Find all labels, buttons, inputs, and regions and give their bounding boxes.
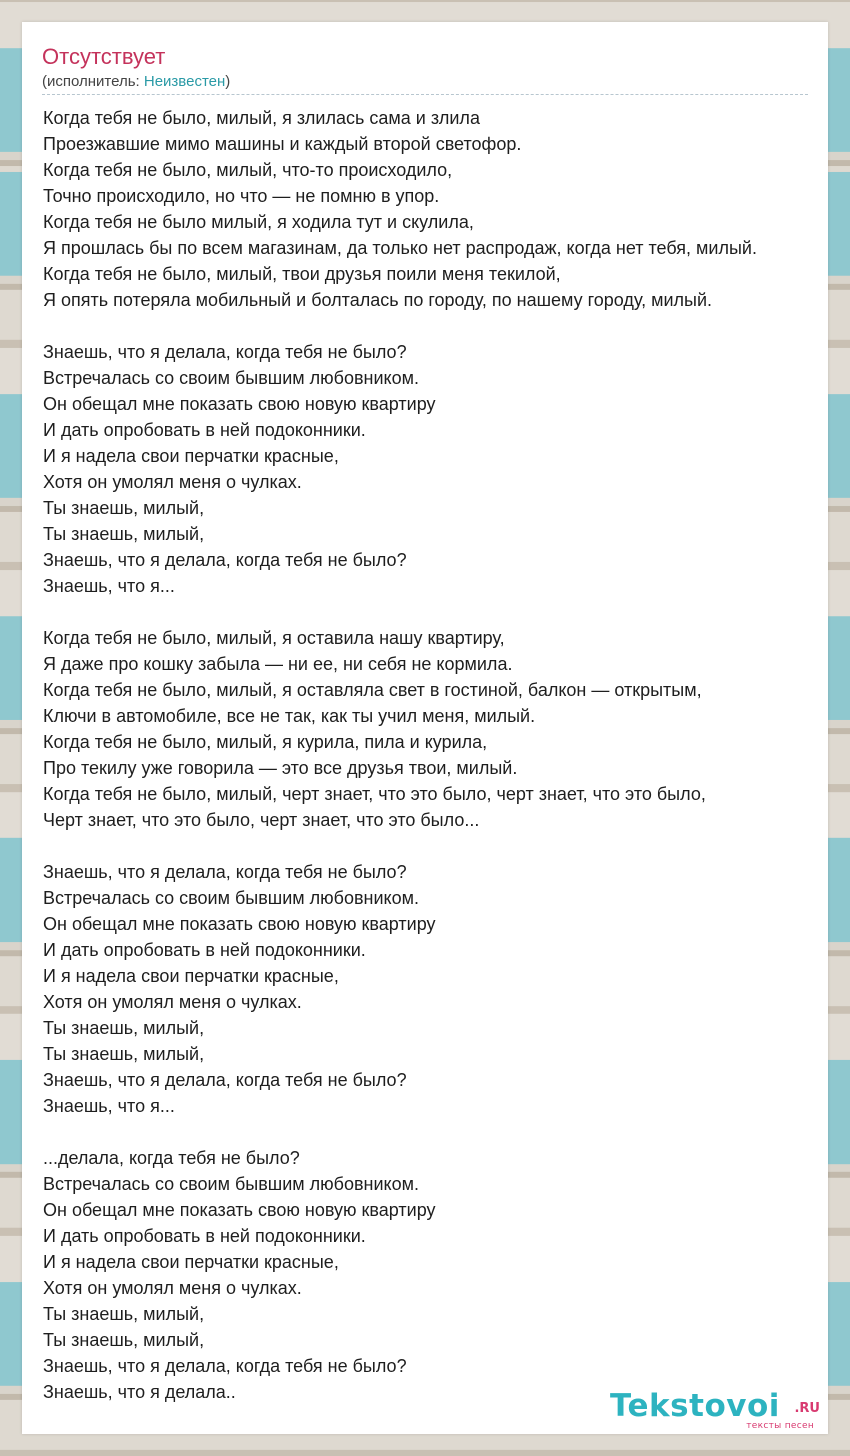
lyrics-line: Проезжавшие мимо машины и каждый второй светофор.: [43, 134, 522, 154]
lyrics-line: И я надела свои перчатки красные,: [43, 966, 339, 986]
lyrics-line: Когда тебя не было милый, я ходила тут и скулила,: [43, 212, 474, 232]
lyrics-line: Ты знаешь, милый,: [43, 498, 205, 518]
lyrics-line: Когда тебя не было, милый, я оставляла свет в гостиной, балкон — открытым,: [43, 680, 702, 700]
lyrics-line: Про текилу уже говорила — это все друзья твои, милый.: [43, 758, 518, 778]
lyrics-line: Он обещал мне показать свою новую квартиру: [43, 394, 436, 414]
logo-wordmark: Tekstovoi: [610, 1388, 780, 1424]
lyrics-line: Он обещал мне показать свою новую квартиру: [43, 1200, 436, 1220]
lyrics-line: Когда тебя не было, милый, я злилась сама и злила: [43, 108, 480, 128]
lyrics-line: Когда тебя не было, милый, я оставила нашу квартиру,: [43, 628, 505, 648]
lyrics-line: И я надела свои перчатки красные,: [43, 446, 339, 466]
lyrics-line: И дать опробовать в ней подоконники.: [43, 1226, 366, 1246]
lyrics-line: И дать опробовать в ней подоконники.: [43, 420, 366, 440]
title-divider: [42, 94, 808, 95]
lyrics-line: Хотя он умолял меня о чулках.: [43, 992, 302, 1012]
artist-link[interactable]: Неизвестен: [143, 73, 226, 90]
lyrics-stanza: [43, 1145, 849, 1405]
lyrics-line: Знаешь, что я делала..: [43, 1382, 236, 1402]
lyrics-line: Я даже про кошку забыла — ни ее, ни себя не кормила.: [43, 654, 513, 674]
lyrics-line: Знаешь, что я...: [43, 576, 175, 596]
lyrics-line: Встречалась со своим бывшим любовником.: [43, 888, 419, 908]
lyrics-line: ...делала, когда тебя не было?: [43, 1148, 300, 1168]
lyrics-line: Я прошлась бы по всем магазинам, да только нет распродаж, когда нет тебя, милый.: [43, 238, 757, 258]
lyrics-line: Ты знаешь, милый,: [43, 1304, 205, 1324]
lyrics-stanza: [43, 339, 849, 599]
lyrics-line: Когда тебя не было, милый, черт знает, что это было, черт знает, что это было,: [43, 784, 706, 804]
artist-prefix: (исполнитель:: [42, 73, 144, 90]
song-title: Отсутствует: [42, 44, 166, 69]
lyrics-line: И я надела свои перчатки красные,: [43, 1252, 339, 1272]
lyrics-line: Когда тебя не было, милый, я курила, пила и курила,: [43, 732, 488, 752]
logo-domain: .RU: [794, 1401, 820, 1416]
lyrics-line: Хотя он умолял меня о чулках.: [43, 1278, 302, 1298]
lyrics-line: Знаешь, что я делала, когда тебя не было?: [43, 342, 407, 362]
lyrics-text: [43, 105, 849, 1431]
artist-line: [42, 73, 230, 91]
lyrics-line: Когда тебя не было, милый, твои друзья поили меня текилой,: [43, 264, 561, 284]
lyrics-line: Встречалась со своим бывшим любовником.: [43, 1174, 419, 1194]
lyrics-card: [22, 22, 828, 1434]
lyrics-line: Встречалась со своим бывшим любовником.: [43, 368, 419, 388]
lyrics-line: Ключи в автомобиле, все не так, как ты учил меня, милый.: [43, 706, 536, 726]
lyrics-line: Точно происходило, но что — не помню в упор.: [43, 186, 440, 206]
lyrics-line: Ты знаешь, милый,: [43, 1044, 205, 1064]
lyrics-line: Знаешь, что я делала, когда тебя не было?: [43, 550, 407, 570]
lyrics-stanza: [43, 105, 849, 313]
lyrics-line: Ты знаешь, милый,: [43, 524, 205, 544]
lyrics-line: Черт знает, что это было, черт знает, что это было...: [43, 810, 480, 830]
lyrics-line: Я опять потеряла мобильный и болталась по городу, по нашему городу, милый.: [43, 290, 713, 310]
lyrics-line: Знаешь, что я делала, когда тебя не было?: [43, 862, 407, 882]
lyrics-line: И дать опробовать в ней подоконники.: [43, 940, 366, 960]
lyrics-stanza: [43, 625, 849, 833]
lyrics-line: Знаешь, что я делала, когда тебя не было?: [43, 1070, 407, 1090]
lyrics-line: Хотя он умолял меня о чулках.: [43, 472, 302, 492]
lyrics-line: Он обещал мне показать свою новую квартиру: [43, 914, 436, 934]
lyrics-line: Когда тебя не было, милый, что-то происходило,: [43, 160, 453, 180]
lyrics-line: Знаешь, что я...: [43, 1096, 175, 1116]
lyrics-stanza: [43, 859, 849, 1119]
lyrics-line: Ты знаешь, милый,: [43, 1330, 205, 1350]
logo-tagline: тексты песен: [746, 1421, 814, 1431]
site-logo[interactable]: [610, 1388, 820, 1432]
artist-suffix: ): [225, 73, 231, 90]
lyrics-line: Знаешь, что я делала, когда тебя не было?: [43, 1356, 407, 1376]
lyrics-line: Ты знаешь, милый,: [43, 1018, 205, 1038]
